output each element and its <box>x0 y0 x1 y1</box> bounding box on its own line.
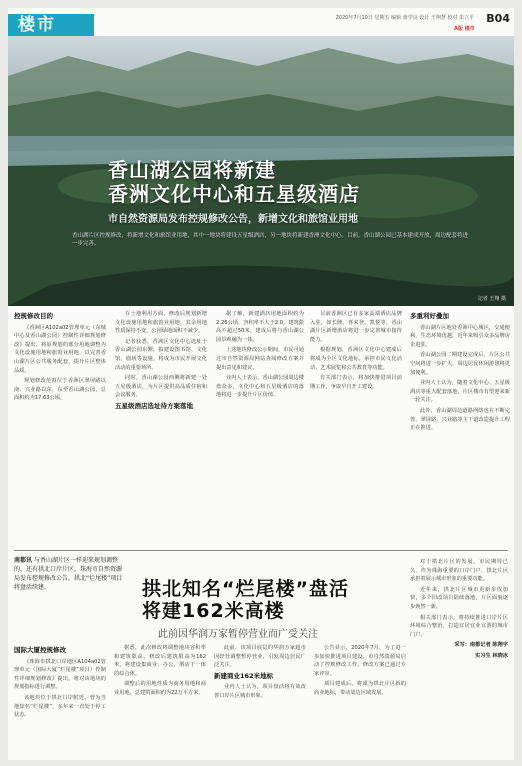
article2-headline-line1: 拱北知名“烂尾楼”盘活 <box>142 578 349 600</box>
article2-column-3 <box>214 644 306 703</box>
lead-article-column-5 <box>410 310 510 435</box>
lead-subheadline: 市自然资源局发布控规修改公告，新增文化和旅馆业用地 <box>108 214 358 225</box>
subhead-international-building: 国际大厦控规修改 <box>14 646 66 654</box>
paragraph: 《香洲区A102a02管理单元（东城中心及香山湖公园）控制性详细规划修改》提出，将原规划的部分用地调整为文化设施用地和旅馆业用地，以完善香山湖片区公共服务配套，提升片区整体品质。 <box>14 324 106 374</box>
paragraph: 该地块位于拱北口岸附近，曾为当地知名“烂尾楼”，多年来一直处于停工状态。 <box>14 694 106 719</box>
lead-headline-line1: 香山湖公园将新建 <box>108 158 276 182</box>
paragraph: 公告显示，2020年7月，为了进一步加快推进项目建设，市自然资源局启动了控规修改工作，修改方案已通过专家评审。 <box>314 645 406 677</box>
lead-headline <box>108 158 360 206</box>
paragraph: 同时，香山湖公园西侧将新建一处五星级酒店，为片区提供高品质住宿和会议服务。 <box>115 375 207 399</box>
page-number: B04 <box>486 12 510 25</box>
paragraph: 记者获悉，香洲区文化中心选址于香山湖公园东侧，拟建设图书馆、文化馆、剧场等设施，将成为市民开展文化活动的重要场所。 <box>115 338 207 371</box>
paragraph: 相关部门表示，将持续推进口岸片区环境综合整治，打造宜居宜业宜游的城市门户。 <box>410 614 508 638</box>
article2-subheadline: 此前因华润万家暂停营业而广受关注 <box>158 629 318 640</box>
article2-headline-line2: 将建162米高楼 <box>142 600 285 622</box>
subhead-benefits: 多重利好叠加 <box>410 312 449 320</box>
paragraph: 业内人士认为，随着文化中心、五星级酒店等重大配套落地，片区楼市有望迎来新一轮关注。 <box>410 380 510 404</box>
lead-article-body <box>14 310 510 548</box>
subhead-landmark: 新建商业162米地标 <box>214 671 274 680</box>
paragraph: 规划修改范围位于香洲区翠屏路以南、兴业路以东，东至香山湖公园，总面积约为17.63公顷。 <box>14 378 106 402</box>
paragraph: 根据规划，香洲区文化中心建成后将成为全区文化地标，承担市民文化活动、艺术展览和公共教育等功能。 <box>310 347 402 371</box>
article2-right-column <box>410 558 508 663</box>
paragraph: 对于拱北片区的发展，市民期待已久。作为珠海重要的口岸门户，拱北片区承担着展示城市形象的重要功能。 <box>410 559 508 583</box>
paragraph: 《珠海市拱北口岸地区A104a02管理单元（国际大厦“烂尾楼”项目）控制性详细规划修改》提出，将对该地块的规划指标进行调整。 <box>14 658 106 691</box>
photo-credit: 记者 王翔 摄 <box>477 296 506 302</box>
lead-headline-line2: 香洲文化中心和五星级酒店 <box>108 182 360 206</box>
paragraph: 近年来，拱北片区城市更新步伐加快，多个旧改项目陆续落地，片区面貌逐步焕然一新。 <box>410 586 508 610</box>
paragraph: 上述地块修改公示期间，市民可通过市自然资源局网站查阅修改方案并提出意见和建议。 <box>216 347 304 371</box>
article2-headline <box>142 578 349 622</box>
article2-lead <box>14 556 126 616</box>
paragraph: 调整后的用地性质为商务用地和商业用地，总建筑面积约为22万平方米。 <box>114 681 206 696</box>
byline-intern: 实习生 林晓冰 <box>475 652 508 659</box>
paragraph: 香山湖公园二期建设完成后，片区公共空间将进一步扩大，周边居民休闲游憩将更加便利。 <box>410 352 510 376</box>
page-meta: 2020年7月10日 星期五 编辑 黄学良 设计 王翔慧 校对 朱立平 <box>335 15 474 21</box>
newspaper-page <box>8 8 514 760</box>
article2-column-2 <box>114 644 206 700</box>
paragraph: 此外，香山湖周边道路网络也在不断完善，翠屏路、兴业路等主干道改造提升工程正在推进。 <box>410 407 510 432</box>
paragraph: 业内人士表示，香山湖公园周边楼盘众多，文化中心和五星级酒店的落地将进一步提升片区价值。 <box>216 375 304 399</box>
byline-reporter: 采写：南都记者 陈翔宇 <box>454 642 508 649</box>
article2-body <box>14 644 410 760</box>
photo-caption: 香山湖片区控规修改，将新增文化和旅馆业用地，其中一地块将建设五星级酒店，另一地块将新建香洲文化中心。目前，香山湖公园已基本建成开放，周边配套将进一步完善。 <box>72 233 469 247</box>
lead-photo <box>8 36 514 306</box>
lead-article-column-1 <box>14 310 106 405</box>
paragraph: 项目建成后，将成为拱北片区新的商业地标，带动周边区域发展。 <box>314 681 406 696</box>
teaser-text: 与香山湖片区一样迎来规划调整的，还有拱北口岸片区。珠海市自然资源局发布控规修改公告，拱北“烂尾楼”项目将盘活续建。 <box>14 557 123 591</box>
paragraph: 有关部门表示，将加快推进项目前期工作，争取早日开工建设。 <box>310 375 402 390</box>
subhead-control-plan: 控规修改目的 <box>14 312 53 320</box>
lead-article-column-3 <box>216 310 304 402</box>
article-divider <box>14 550 508 551</box>
section-code: A版 楼市 <box>454 26 475 32</box>
article2-column-1 <box>14 644 106 722</box>
paragraph: 业内人士认为，项目盘活将有效改善口岸片区城市形象。 <box>214 684 306 699</box>
teaser-label: 南都讯 <box>14 557 33 564</box>
page-header <box>8 8 514 36</box>
paragraph: 目前香洲区已有多家高端酒店品牌入驻，如长隆、喜来登、凯悦等，香山湖片区新增酒店将进一步完善城市接待能力。 <box>310 311 402 343</box>
lead-article-column-2 <box>115 310 207 414</box>
paragraph: 在土地利用方面，修改后规划新增文化设施用地和旅馆业用地，其余用地性质保持不变，公园绿地面积不减少。 <box>115 311 207 335</box>
subhead-hotel: 五星级酒店选址待方案落地 <box>115 401 193 410</box>
lead-article-column-4 <box>310 310 402 393</box>
paragraph: 香山湖片区地处香洲中心城区，交通便利，生态环境优越，近年来吸引众多品牌房企进驻。 <box>410 324 510 348</box>
paragraph: 据悉，此次修改将调整地块容积率和建筑限高，修改后建筑限高为162米，将建设集商业、办公、酒店于一体的综合体。 <box>114 645 206 677</box>
paragraph: 据了解，新建酒店用地面积约为2.26公顷，容积率不大于2.0，建筑限高不超过50米，建成后将与香山湖公园景观融为一体。 <box>216 311 304 343</box>
section-tag: 楼市 <box>8 14 94 36</box>
paragraph: 此前，该项目底层的华润万家超市因经营调整暂停营业，引发周边居民广泛关注。 <box>214 645 306 669</box>
article2-column-4 <box>314 644 406 700</box>
